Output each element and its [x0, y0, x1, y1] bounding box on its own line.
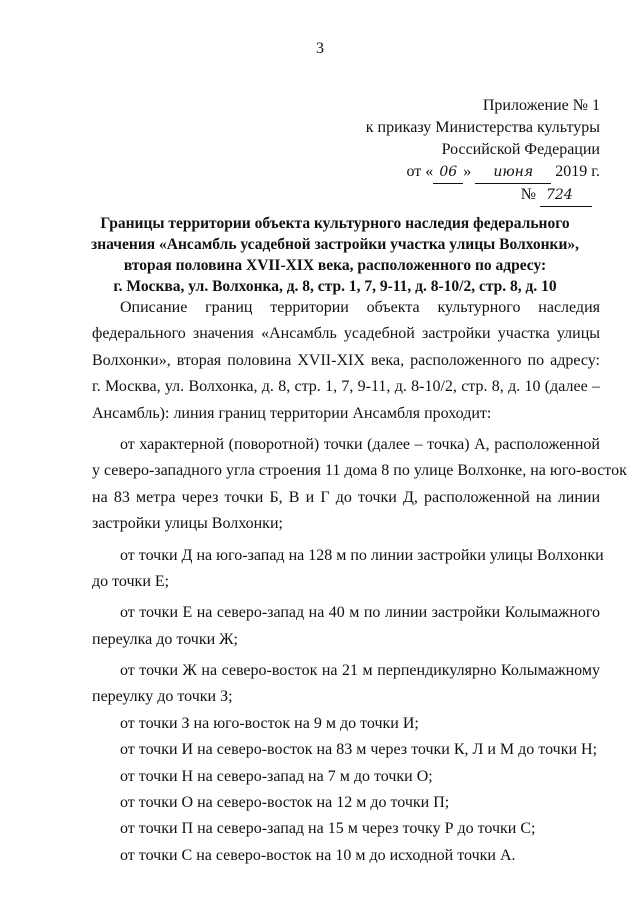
text-line: Волхонки», вторая половина XVII-XIX века, расположенного по адресу:: [92, 351, 600, 369]
paragraph-segment: [92, 790, 600, 816]
document-title: [90, 213, 580, 297]
paragraph-segment: [92, 432, 627, 538]
appendix-number: [366, 184, 600, 207]
appendix-title: Приложение № 1: [482, 97, 600, 114]
text-line: от точки О на северо-восток на 12 м до точки П;: [120, 794, 450, 812]
paragraph-segment: [92, 711, 600, 737]
text-line: застройки улицы Волхонки;: [92, 515, 283, 533]
date-year: 2019 г.: [555, 163, 600, 180]
text-line: Описание границ территории объекта культурного наследия: [120, 299, 600, 316]
date-month-handwritten: июня: [475, 161, 551, 184]
text-line: Ансамбль): линия границ территории Ансамбля проходит:: [92, 404, 492, 422]
number-handwritten: 724: [540, 184, 592, 207]
title-line: вторая половина XVII-XIX века, расположенного по адресу:: [123, 257, 547, 274]
title-line: Границы территории объекта культурного наследия федерального: [100, 215, 570, 232]
text-line: от точки С на северо-восток на 10 м до исходной точки А.: [120, 846, 516, 864]
text-line: до точки Е;: [92, 572, 170, 590]
text-line: от характерной (поворотной) точки (далее – точка) А, расположенной: [120, 435, 600, 453]
appendix-ministry: Российской Федерации: [441, 141, 600, 158]
paragraph-segment: [92, 543, 604, 596]
paragraph-segment: [92, 764, 600, 790]
text-line: от точки П на северо-запад на 15 м через точку Р до точки С;: [120, 820, 536, 838]
date-day-handwritten: 06: [433, 161, 463, 184]
title-line: г. Москва, ул. Волхонка, д. 8, стр. 1, 7, 9-11, д. 8-10/2, стр. 8, д. 10: [113, 278, 557, 295]
title-line: значения «Ансамбль усадебной застройки участка улицы Волхонки»,: [90, 236, 580, 253]
document-body: [92, 295, 627, 869]
text-line: у северо-западного угла строения 11 дома 8 по улице Волхонке, на юго-восток: [92, 462, 627, 480]
text-line: от точки Е на северо-запад на 40 м по линии застройки Колымажного: [120, 604, 600, 622]
paragraph-description: [92, 295, 600, 427]
page-number: 3: [316, 40, 324, 57]
paragraph-segment: [92, 600, 600, 653]
paragraph-segment: [92, 843, 600, 869]
text-line: от точки И на северо-восток на 83 м через точки К, Л и М до точки Н;: [120, 741, 598, 759]
paragraph-segment: [92, 737, 600, 763]
text-line: федерального значения «Ансамбль усадебной застройки участка улицы: [92, 325, 600, 343]
text-line: г. Москва, ул. Волхонка, д. 8, стр. 1, 7, 9-11, д. 8-10/2, стр. 8, д. 10 (далее –: [92, 378, 600, 396]
text-line: на 83 метра через точки Б, В и Г до точки Д, расположенной на линии: [92, 488, 600, 506]
text-line: переулка до точки Ж;: [92, 630, 238, 648]
text-line: от точки Н на северо-запад на 7 м до точки О;: [120, 767, 433, 785]
paragraph-segment: [92, 816, 600, 842]
appendix-order-ref: к приказу Министерства культуры: [365, 119, 600, 136]
number-prefix: №: [520, 186, 536, 203]
appendix-date: [366, 161, 600, 184]
text-line: от точки Ж на северо-восток на 21 м перпендикулярно Колымажному: [120, 662, 600, 680]
text-line: от точки З на юго-восток на 9 м до точки И;: [120, 714, 419, 732]
date-prefix: от «: [406, 163, 434, 180]
date-mid: »: [463, 163, 472, 180]
text-line: переулку до точки З;: [92, 688, 233, 706]
text-line: от точки Д на юго-запад на 128 м по линии застройки улицы Волхонки: [120, 546, 604, 564]
paragraph-segment: [92, 658, 600, 711]
appendix-header: [366, 95, 600, 207]
